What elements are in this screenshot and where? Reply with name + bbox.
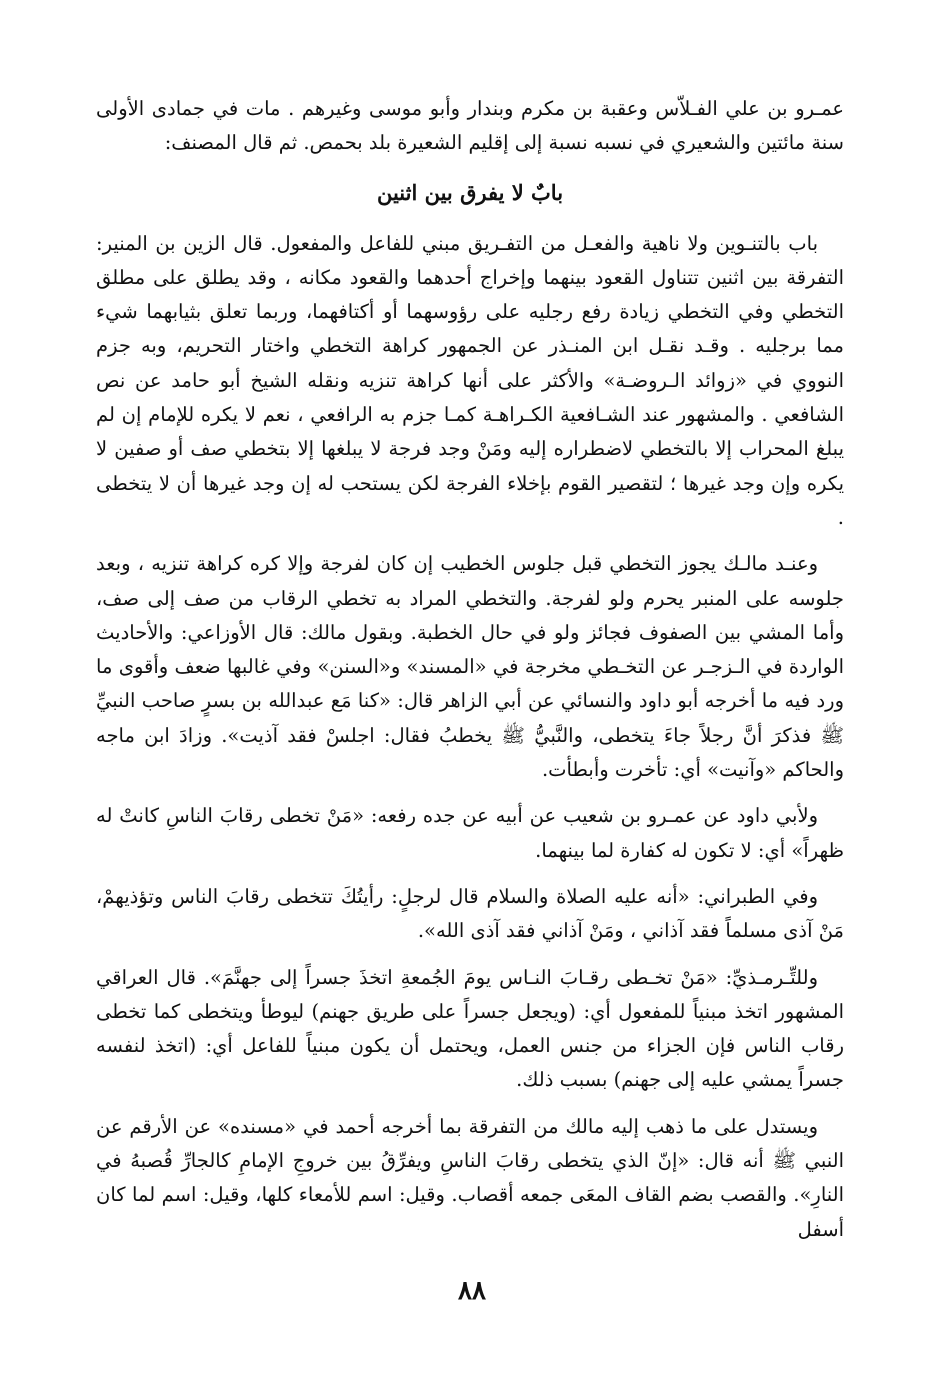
- chapter-heading: بابٌ لا يفرق بين اثنين: [376, 179, 564, 205]
- page-number: ٨٨: [458, 1276, 486, 1306]
- body-paragraph: وللتِّـرمـذيِّ: «مَنْ تخـطى رقـابَ النـاس يومَ الجُمعةِ اتخذَ جسراً إلى جهنَّمَ». قال العراقي المشهور اتخذ مبنياً للمفعول أي: (ويجعل جسراً على طريق جهنم) ليوطأ ويتخطى كما تخطى رقاب الناس فإن الجزاء من جنس العمل، ويحتمل أن يكون مبنياً للفاعل أي: (اتخذ لنفسه جسراً يمشي عليه إلى جهنم) بسبب ذلك.: [96, 965, 844, 1092]
- intro-paragraph: عمـرو بن علي الفـلاّس وعقبة بن مكرم وبندار وأبو موسى وغيرهم . مات في جمادى الأولى سنة مائتين والشعيري في نسبه نسبة إلى إقليم الشعيرة بلد بحمص. ثم قال المصنف:: [96, 97, 844, 155]
- body-paragraph: وفي الطبراني: «أنه عليه الصلاة والسلام قال لرجلٍ: رأيتُكَ تتخطى رقابَ الناس وتؤذيهمْ، مَنْ آذى مسلماً فقد آذاني ، ومَنْ آذاني فقد آذى الله».: [96, 884, 844, 943]
- body-paragraph: باب بالتنـوين ولا ناهية والفعـل من التفـريق مبني للفاعل والمفعول. قال الزين بن المنير: التفرقة بين اثنين تتناول القعود بينهما وإخراج أحدهما والقعود مكانه ، وقد يطلق على مطلق التخطي وفي التخطي زيادة رفع رجليه على رؤوسهما أو أكتافهما، وربما تعلق بثيابهما شيء مما برجليه . وقـد نقـل ابن المنـذر عن الجمهور كراهة التخطي واختار التحريم، وبه جزم النووي في «زوائد الـروضـة» والأكثر على أنها كراهة تنزيه ونقله الشيخ أبو حامد عن نص الشافعي . والمشهور عند الشـافعية الكـراهـة كمـا جزم به الرافعي ، نعم لا يكره للإمام إن لم يبلغ المحراب إلا بالتخطي لاضطراره إليه ومَنْ وجد فرجة لا يبلغها إلا بتخطي صف أو صفين لا يكره وإن وجد غيرها ؛ لتقصير القوم بإخلاء الفرجة لكن يستحب له إن وجد غيرها أن لا يتخطى .: [96, 231, 844, 529]
- page-body: [96, 92, 844, 1259]
- body-paragraph: وعنـد مالـك يجوز التخطي قبل جلوس الخطيب إن كان لفرجة وإلا كره كراهة تنزيه ، وبعد جلوسه على المنبر يحرم ولو لفرجة. والتخطي المراد به تخطي الرقاب من صف إلى صف، وأما المشي بين الصفوف فجائز ولو في حال الخطبة. وبقول مالك: قال الأوزاعي: والأحاديث الواردة في الـزجـر عن التخـطي مخرجة في «المسند» و«السنن» وفي غالبها ضعف وأقوى ما ورد فيه ما أخرجه أبو داود والنسائي عن أبي الزاهر قال: «كنا مَع عبدالله بن بسرٍ صاحب النبيِّ ﷺ فذكرَ أنَّ رجلاً جاءَ يتخطى، والنَّبيُّ ﷺ يخطبُ فقال: اجلسْ فقد آذيت». وزادَ ابن ماجه والحاكم «وآنيت» أي: تأخرت وأبطأت.: [96, 552, 844, 782]
- body-paragraph: ويستدل على ما ذهب إليه مالك من التفرقة بما أخرجه أحمد في «مسنده» عن الأرقم عن النبي ﷺ أنه قال: «إنّ الذي يتخطى رقابَ الناسِ ويفرِّقُ بين خروجِ الإمامِ كالجارِّ قُصبهُ في النارِ». والقصب بضم القاف المعَى جمعه أقصاب. وقيل: اسم للأمعاء كلها، وقيل: اسم لما كان أسفل: [96, 1114, 844, 1241]
- body-paragraph: ولأبي داود عن عمـرو بن شعيب عن أبيه عن جده رفعه: «مَنْ تخطى رقابَ الناسِ كانتْ له ظهراً» أي: لا تكون له كفارة لما بينهما.: [96, 804, 844, 862]
